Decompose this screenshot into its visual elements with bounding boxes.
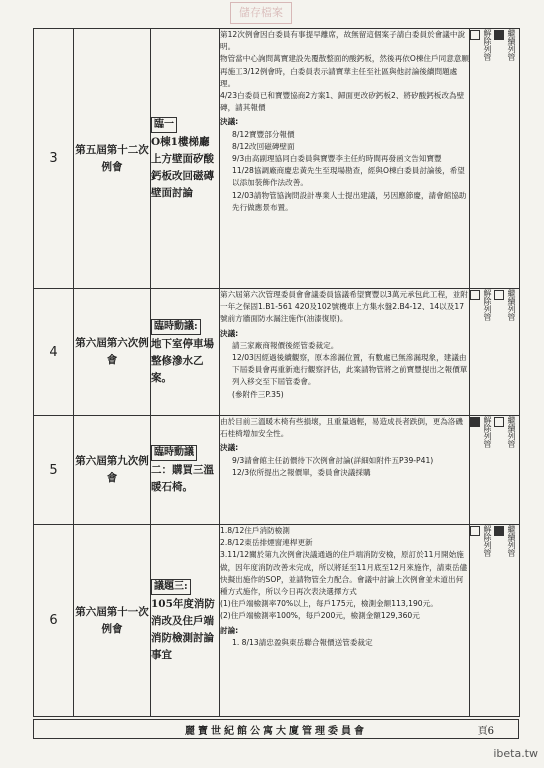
detail-cell bbox=[220, 416, 470, 525]
topic-text: O棟1樓梯廳上方壁面矽酸鈣板改回磁磚壁面討論 bbox=[151, 135, 214, 199]
detail-heading: 決議: bbox=[220, 117, 239, 127]
row-number: 4 bbox=[34, 289, 74, 416]
status-label: 繼續列管 bbox=[507, 525, 516, 557]
minutes-table bbox=[33, 28, 520, 717]
status-checkbox[interactable] bbox=[470, 30, 480, 40]
detail-paragraph: 第12次例會因白委員有事提早離席，故無留這個案子請白委員於會議中說明。 bbox=[220, 30, 466, 52]
detail-item: 12/03請物管協詢問設計專業人士提出建議，另因應節慶，請會館協助先行做應景布置。 bbox=[232, 190, 467, 212]
status-cell bbox=[470, 416, 520, 525]
status-cell bbox=[470, 289, 520, 416]
detail-item: 8/12寶豐部分報價 bbox=[232, 129, 295, 139]
detail-paragraph: (1)住戶端檢測率70%以上，每戶175元，檢測金額113,190元。 bbox=[220, 599, 438, 609]
topic-cell bbox=[151, 29, 220, 289]
detail-heading: 決議: bbox=[220, 328, 239, 338]
topic-cell bbox=[151, 416, 220, 525]
topic-text: 二：購買三溫暖石椅。 bbox=[151, 464, 214, 493]
detail-cell bbox=[220, 289, 470, 416]
topic-cell bbox=[151, 525, 220, 717]
minutes-row bbox=[34, 525, 520, 717]
status-label: 解除列管 bbox=[483, 29, 492, 61]
status-label: 解除列管 bbox=[483, 289, 492, 321]
archive-stamp: 儲存檔案 bbox=[230, 2, 292, 24]
topic-cell bbox=[151, 289, 220, 416]
status-label: 繼續列管 bbox=[507, 29, 516, 61]
status-label: 解除列管 bbox=[483, 525, 492, 557]
status-label: 繼續列管 bbox=[507, 289, 516, 321]
page-number: 頁6 bbox=[477, 725, 494, 737]
topic-tag: 臨時動議 bbox=[151, 445, 197, 461]
status-cell bbox=[470, 525, 520, 717]
watermark: ibeta.tw bbox=[493, 747, 538, 760]
row-number: 6 bbox=[34, 525, 74, 717]
detail-item: 12/3依所提出之報價單，委員會決議採購 bbox=[232, 467, 371, 477]
detail-item: 8/12改回磁磚壁面 bbox=[232, 141, 295, 151]
detail-paragraph: 3.11/12關於第九次例會決議通過的住戶端消防安檢，原訂於11月開始施做，因年度消防改善未完成，所以將延至11月底至12月來施作，請東岳儘快擬出施作的SOP，並請物管全力配合。會議中討論上次例會並未道出何種方式施作，所以今日再次表決選擇方式 bbox=[220, 550, 468, 597]
page-footer bbox=[33, 719, 519, 739]
status-checkbox[interactable] bbox=[494, 526, 504, 536]
topic-text: 地下室停車場整修滲水乙案。 bbox=[151, 337, 214, 384]
detail-item: (參附件三P.35) bbox=[232, 389, 284, 399]
detail-heading: 討論: bbox=[220, 625, 239, 635]
status-label: 解除列管 bbox=[483, 416, 492, 448]
row-number: 5 bbox=[34, 416, 74, 525]
detail-item: 9/3由高副理協同白委員與寶豐李主任約時間再發函文告知寶豐 bbox=[232, 154, 442, 164]
detail-item: 12/03因經過後續觀察，原本滲漏位置，有數處已無滲漏現象，建議由下屆委員會再重新進行觀察評估，此案請物管將之前寶豐提出之報價單列入移交至下屆管委會。 bbox=[232, 353, 468, 387]
status-cell bbox=[470, 29, 520, 289]
minutes-row bbox=[34, 289, 520, 416]
detail-paragraph: 物管當中心詢問萬寶建設先覆散整面的酸鈣板，然後再依O棟住戶同意意願再施工3/12例會時，白委員表示請寶華主任至社區與他討論後續問題處理。 bbox=[220, 54, 469, 88]
status-checkbox[interactable] bbox=[494, 30, 504, 40]
status-checkbox[interactable] bbox=[494, 417, 504, 427]
detail-paragraph: (2)住戶端檢測率100%，每戶200元，檢測金額129,360元 bbox=[220, 611, 420, 621]
topic-tag: 臨時動議: bbox=[151, 319, 201, 335]
status-checkbox[interactable] bbox=[470, 290, 480, 300]
status-checkbox[interactable] bbox=[470, 417, 480, 427]
session-cell: 第六屆第六次例會 bbox=[74, 289, 151, 416]
detail-paragraph: 1.8/12住戶消防檢測 bbox=[220, 526, 290, 535]
detail-item: 請三家廠商報價後經管委裁定。 bbox=[232, 340, 339, 350]
detail-paragraph: 2.8/12東岳排煙窗連桿更新 bbox=[220, 538, 313, 548]
footer-title: 麗寶世紀館公寓大廈管理委員會 bbox=[185, 725, 367, 737]
detail-paragraph: 4/23白委員已和寶豐協商2方案1、歸面更改矽鈣板2、將矽酸鈣板改為壁磚，請其報價 bbox=[220, 91, 465, 113]
detail-item: 11/28協調廠商慶忠黃先生至現場勘查，經與O棟白委員討論後，希望以添加裝飾作法改善。 bbox=[232, 166, 465, 188]
status-label: 繼續列管 bbox=[507, 416, 516, 448]
session-cell: 第六屆第九次例會 bbox=[74, 416, 151, 525]
minutes-row bbox=[34, 416, 520, 525]
detail-heading: 決議: bbox=[220, 443, 239, 453]
detail-paragraph: 由於目前三溫暖木椅有些損壞，且重量過輕，易造成長者跌倒，更為洛磯石桂椅增加安全性。 bbox=[220, 417, 463, 439]
topic-tag: 臨一 bbox=[151, 117, 177, 133]
detail-cell bbox=[220, 29, 470, 289]
status-checkbox[interactable] bbox=[470, 526, 480, 536]
topic-text: 105年度消防消改及住戶端消防檢測討論事宜 bbox=[151, 597, 215, 661]
detail-item: 1. 8/13請忠盈與東岳聯合報價送管委裁定 bbox=[232, 637, 373, 647]
detail-cell bbox=[220, 525, 470, 717]
detail-paragraph: 第六屆第六次管理委員會會議委員協議希望寶豐以3萬元承包此工程，並附一年之保固1.B1-561 420及102號機車上方集水盤2.B4-12、14以及17號前方牆面防水漏注施作(油漆復原)。 bbox=[220, 290, 468, 324]
row-number: 3 bbox=[34, 29, 74, 289]
detail-item: 9/3請會館主任訪價待下次例會討論(詳細如附件五P39-P41) bbox=[232, 455, 434, 465]
session-cell: 第六屆第十一次例會 bbox=[74, 525, 151, 717]
status-checkbox[interactable] bbox=[494, 290, 504, 300]
topic-tag: 議題三: bbox=[151, 579, 191, 595]
minutes-row bbox=[34, 29, 520, 289]
session-cell: 第五屆第十二次例會 bbox=[74, 29, 151, 289]
